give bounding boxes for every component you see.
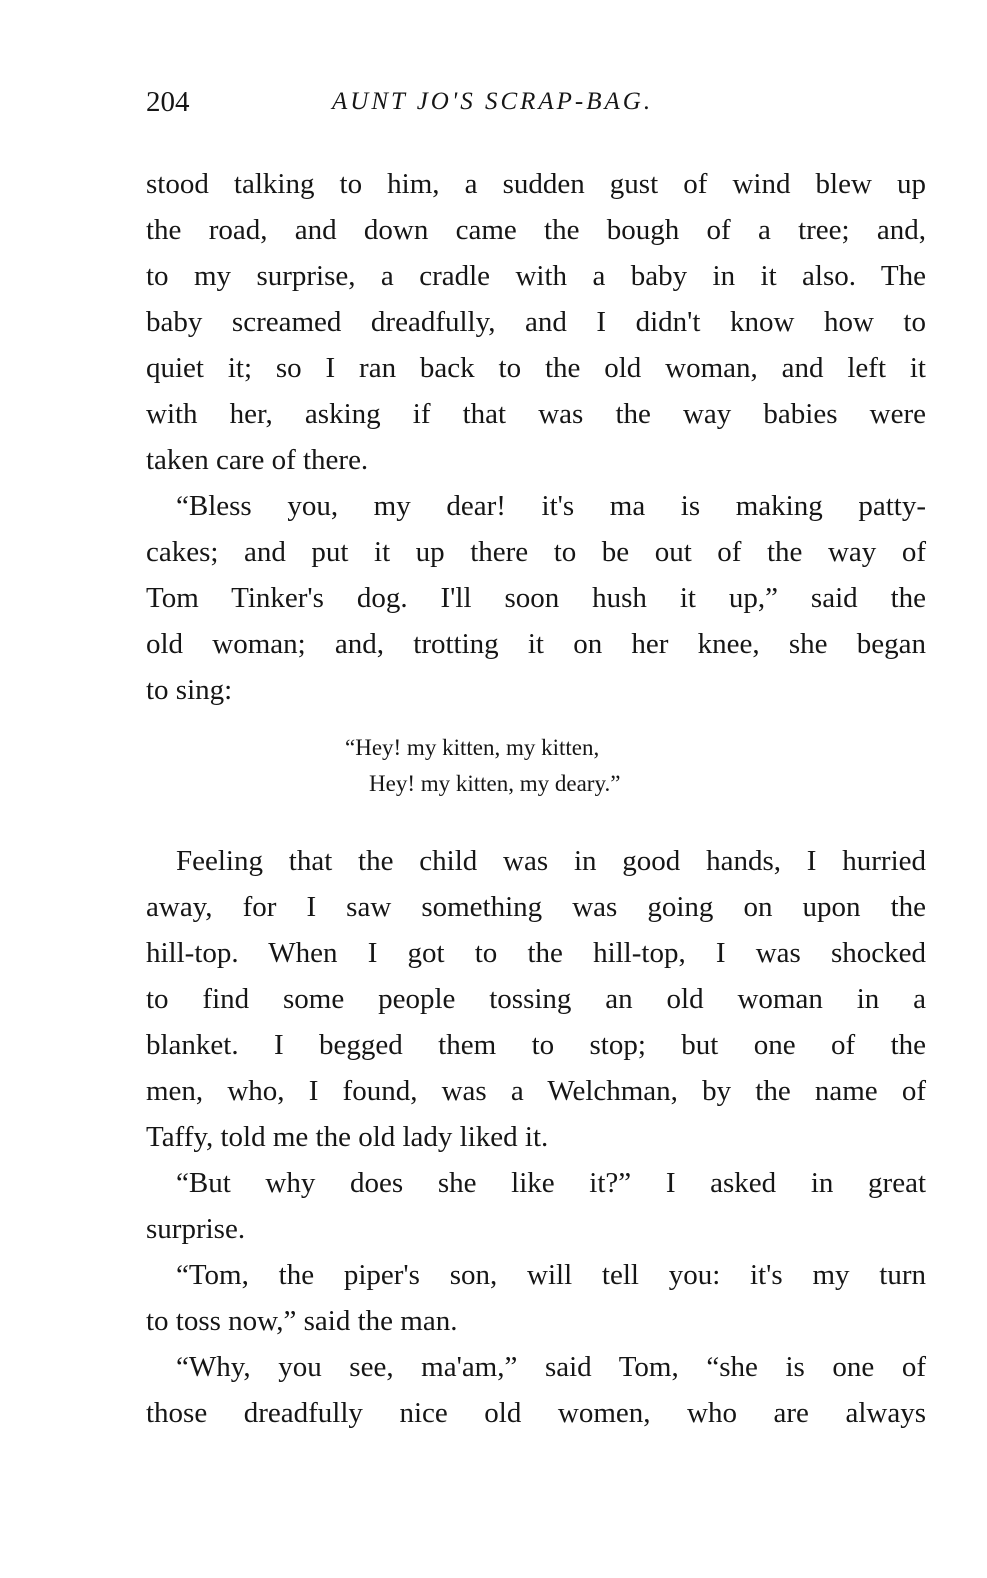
text-line: to my surprise, a cradle with a baby in it also. The [146,260,926,292]
text-line: cakes; and put it up there to be out of the way of [146,536,926,568]
text-line: to toss now,” said the man. [146,1305,458,1337]
text-line: to find some people tossing an old woman in a [146,983,926,1015]
paragraph-block-before-verse [146,161,926,713]
text-line: quiet it; so I ran back to the old woman, and left it [146,352,926,384]
text-line: “Why, you see, ma'am,” said Tom, “she is one of [176,1351,926,1383]
page-header [146,80,926,124]
paragraph-block-after-verse [146,838,926,1436]
verse-line: “Hey! my kitten, my kitten, [345,735,600,760]
text-line: to sing: [146,674,233,706]
text-line: surprise. [146,1213,246,1245]
text-line: stood talking to him, a sudden gust of wind blew up [146,168,926,200]
text-line: hill-top. When I got to the hill-top, I was shocked [146,937,926,969]
text-line: “Tom, the piper's son, will tell you: it's my turn [176,1259,926,1291]
running-title: AUNT JO'S SCRAP-BAG. [332,88,654,115]
text-line: Feeling that the child was in good hands, I hurried [176,845,926,877]
text-line: those dreadfully nice old women, who are always [146,1397,926,1429]
song-verse [345,730,765,802]
text-line: taken care of there. [146,444,369,476]
text-line: blanket. I begged them to stop; but one of the [146,1029,926,1061]
text-line: “But why does she like it?” I asked in great [176,1167,926,1199]
text-line: with her, asking if that was the way babies were [146,398,926,430]
text-line: Tom Tinker's dog. I'll soon hush it up,” said the [146,582,926,614]
text-line: “Bless you, my dear! it's ma is making patty- [176,490,926,522]
text-line: baby screamed dreadfully, and I didn't know how to [146,306,926,338]
page-number: 204 [146,86,190,118]
text-line: old woman; and, trotting it on her knee, she began [146,628,926,660]
text-line: away, for I saw something was going on upon the [146,891,926,923]
text-line: men, who, I found, was a Welchman, by the name of [146,1075,926,1107]
text-line: the road, and down came the bough of a tree; and, [146,214,926,246]
text-line: Taffy, told me the old lady liked it. [146,1121,549,1153]
verse-line: Hey! my kitten, my deary.” [369,771,621,796]
